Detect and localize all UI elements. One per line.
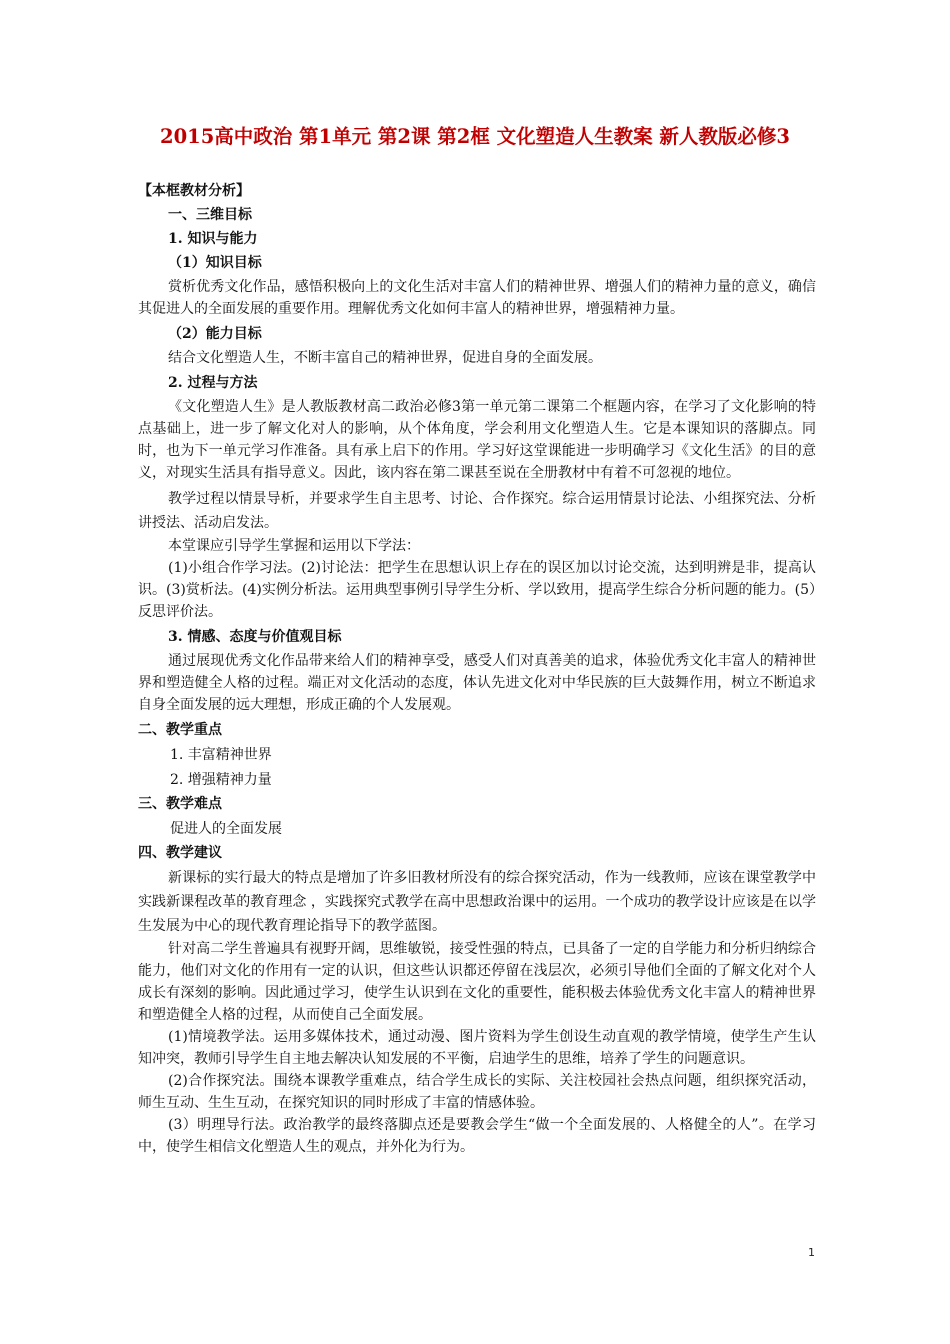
paragraph-ability-goal: 结合文化塑造人生，不断丰富自己的精神世界，促进自身的全面发展。 — [168, 350, 602, 366]
list-item: 1. 丰富精神世界 — [170, 747, 272, 763]
document-title: 2015高中政治 第1单元 第2课 第2框 文化塑造人生教案 新人教版必修3 — [160, 125, 790, 148]
heading-ability-goal: （2）能力目标 — [168, 326, 262, 342]
heading-3: 三、教学难点 — [138, 796, 222, 812]
paragraph-teaching-process: 教学过程以情景导析，并要求学生自主思考、讨论、合作探究。综合运用情景讨论法、小组探究法、分析讲授法、活动启发法。 — [138, 491, 816, 531]
paragraph-difficulty: 促进人的全面发展 — [170, 821, 282, 837]
paragraph-process: 《文化塑造人生》是人教版教材高二政治必修3第一单元第二课第二个框题内容，在学习了文化影响的特点基础上，进一步了解文化对人的影响，从个体角度，学会利用文化塑造人生。它是本课知识的落脚点。同时，也为下一单元学习作准备。具有承上启下的作用。学习好这堂课能进一步明确学习《文化生活》的目的意义，对现实生活具有指导意义。因此，该内容在第二课甚至说在全册教材中有着不可忽视的地位。 — [138, 399, 816, 481]
paragraph-knowledge-goal: 赏析优秀文化作品，感悟积极向上的文化生活对丰富人们的精神世界、增强人们的精神力量的意义，确信其促进人的全面发展的重要作用。理解优秀文化如何丰富人的精神世界，增强精神力量。 — [138, 279, 816, 317]
paragraph-suggestion-1: 新课标的实行最大的特点是增加了许多旧教材所没有的综合探究活动，作为一线教师，应该在课堂教学中实践新课程改革的教育理念 ，实践探究式教学在高中思想政治课中的运用。一个成功的教学设计应该是在以学生发展为中心的现代教育理论指导下的教学蓝图。 — [138, 870, 816, 934]
heading-4: 四、教学建议 — [138, 845, 222, 861]
paragraph-values-goal: 通过展现优秀文化作品带来给人们的精神享受，感受人们对真善美的追求，体验优秀文化丰富人的精神世界和塑造健全人格的过程。端正对文化活动的态度，体认先进文化对中华民族的巨大鼓舞作用，树立不断追求自身全面发展的远大理想，形成正确的个人发展观。 — [138, 653, 816, 713]
heading-1: 一、三维目标 — [168, 207, 252, 223]
heading-knowledge-goal: （1）知识目标 — [168, 255, 262, 271]
document-body — [138, 180, 816, 1158]
paragraph-method-guidance: (3）明理导行法。政治教学的最终落脚点还是要教会学生“做一个全面发展的、人格健全的人”。在学习中，使学生相信文化塑造人生的观点，并外化为行为。 — [138, 1117, 816, 1155]
paragraph-method-cooperative: (2)合作探究法。围绕本课教学重难点，结合学生成长的实际、关注校园社会热点问题，组织探究活动，师生互动、生生互动，在探究知识的同时形成了丰富的情感体验。 — [138, 1073, 816, 1111]
heading-1-3: 3. 情感、态度与价值观目标 — [168, 629, 342, 645]
paragraph-method-situational: (1)情境教学法。运用多媒体技术，通过动漫、图片资料为学生创设生动直观的教学情境，使学生产生认知冲突，教师引导学生自主地去解决认知发展的不平衡，启迪学生的思维，培养了学生的问题意识。 — [138, 1029, 816, 1067]
heading-1-2: 2. 过程与方法 — [168, 375, 258, 391]
list-item: 2. 增强精神力量 — [170, 772, 272, 788]
paragraph-study-methods-intro: 本堂课应引导学生掌握和运用以下学法： — [168, 538, 420, 554]
page-number: 1 — [808, 1246, 815, 1259]
heading-2: 二、教学重点 — [138, 722, 222, 738]
paragraph-study-methods: (1)小组合作学习法。(2)讨论法：把学生在思想认识上存在的误区加以讨论交流，达到明辨是非，提高认识。(3)赏析法。(4)实例分析法。运用典型事例引导学生分析、学以致用，提高学生综合分析问题的能力。(5）反思评价法。 — [138, 560, 816, 620]
section-header: 【本框教材分析】 — [138, 183, 250, 199]
paragraph-suggestion-2: 针对高二学生普遍具有视野开阔，思维敏锐，接受性强的特点，已具备了一定的自学能力和分析归纳综合能力，他们对文化的作用有一定的认识，但这些认识都还停留在浅层次，必须引导他们全面的了解文化对个人成长有深刻的影响。因此通过学习，使学生认识到在文化的重要性，能积极去体验优秀文化丰富人的精神世界和塑造健全人格的过程，从而使自己全面发展。 — [138, 941, 816, 1023]
heading-1-1: 1. 知识与能力 — [168, 231, 258, 247]
